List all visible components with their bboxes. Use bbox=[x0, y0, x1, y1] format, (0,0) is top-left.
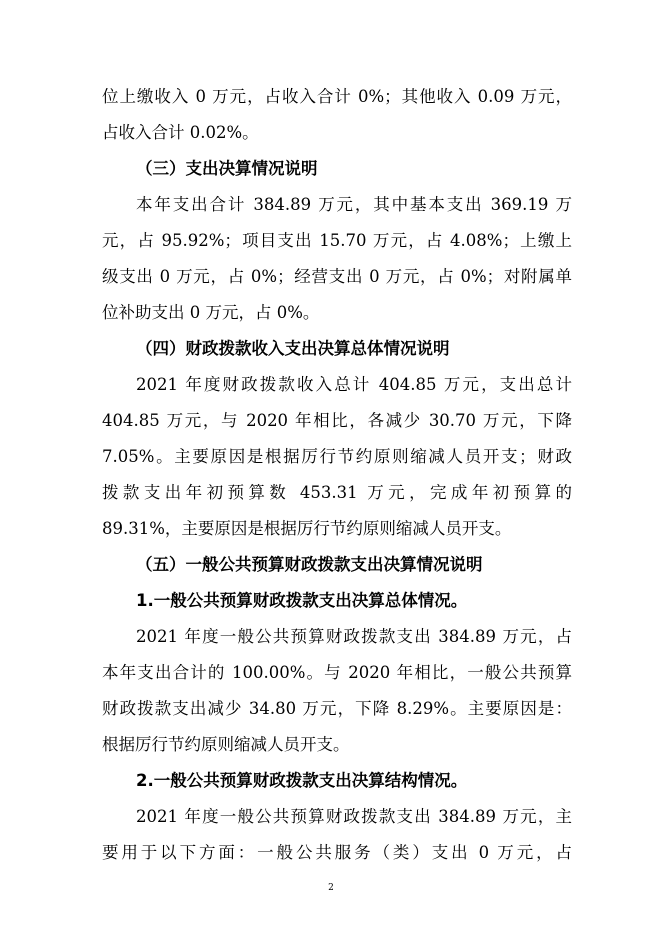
body-line: 本年支出合计 384.89 万元，其中基本支出 369.19 万 bbox=[136, 195, 572, 214]
body-line: 2021 年度一般公共预算财政拨款支出 384.89 万元，主 bbox=[136, 807, 572, 826]
body-line: 位补助支出 0 万元，占 0%。 bbox=[102, 303, 320, 322]
section-heading: （三）支出决算情况说明 bbox=[136, 159, 318, 178]
body-line: 404.85 万元，与 2020 年相比，各减少 30.70 万元，下降 bbox=[102, 411, 572, 430]
subsection-heading: 1.一般公共预算财政拨款支出决算总体情况。 bbox=[136, 591, 468, 610]
body-line: 2021 年度一般公共预算财政拨款支出 384.89 万元，占 bbox=[136, 627, 572, 646]
subsection-heading: 2.一般公共预算财政拨款支出决算结构情况。 bbox=[136, 771, 468, 790]
body-line: 根据厉行节约原则缩减人员开支。 bbox=[102, 735, 350, 754]
body-line: 2021 年度财政拨款收入总计 404.85 万元，支出总计 bbox=[136, 375, 572, 394]
body-line: 7.05%。主要原因是根据厉行节约原则缩减人员开支；财政 bbox=[102, 447, 572, 466]
body-line: 级支出 0 万元，占 0%；经营支出 0 万元，占 0%；对附属单 bbox=[102, 267, 572, 286]
section-heading: （五）一般公共预算财政拨款支出决算情况说明 bbox=[136, 555, 483, 574]
body-line: 元，占 95.92%；项目支出 15.70 万元，占 4.08%；上缴上 bbox=[102, 231, 572, 250]
section-heading: （四）财政拨款收入支出决算总体情况说明 bbox=[136, 339, 450, 358]
body-line: 财政拨款支出减少 34.80 万元，下降 8.29%。主要原因是： bbox=[102, 699, 572, 718]
body-line: 要用于以下方面：一般公共服务（类）支出 0 万元，占 bbox=[102, 843, 572, 862]
body-line: 位上缴收入 0 万元，占收入合计 0%；其他收入 0.09 万元， bbox=[102, 87, 572, 106]
body-line: 89.31%，主要原因是根据厉行节约原则缩减人员开支。 bbox=[102, 519, 512, 538]
body-line: 占收入合计 0.02%。 bbox=[102, 123, 259, 142]
body-line: 本年支出合计的 100.00%。与 2020 年相比，一般公共预算 bbox=[102, 663, 572, 682]
page-number: 2 bbox=[328, 883, 334, 893]
body-line: 拨款支出年初预算数 453.31 万元，完成年初预算的 bbox=[102, 483, 572, 502]
